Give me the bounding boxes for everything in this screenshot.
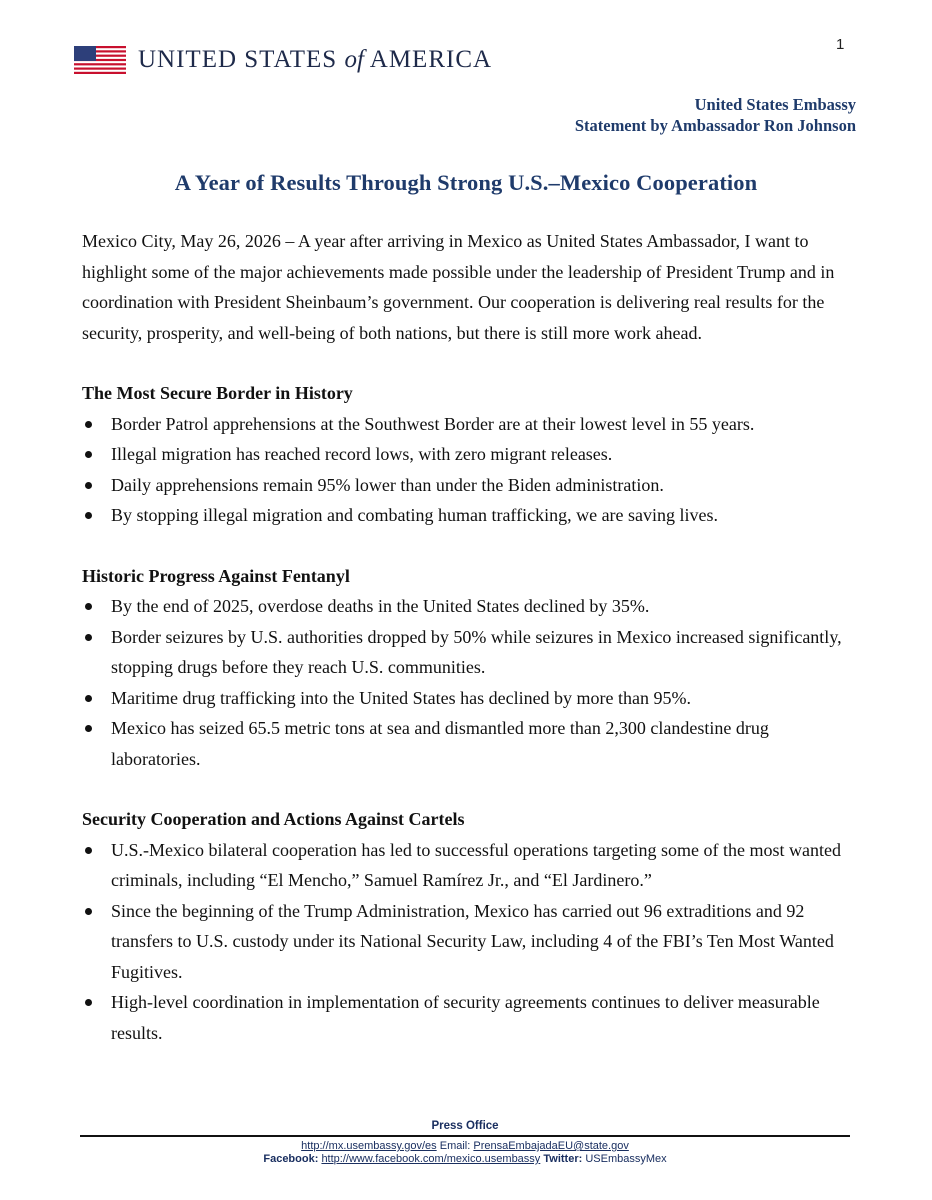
footer-divider	[80, 1135, 850, 1137]
website-link[interactable]: http://mx.usembassy.gov/es	[301, 1140, 437, 1152]
bullet-icon	[85, 908, 92, 915]
list-item: By stopping illegal migration and combating human trafficking, we are saving lives.	[82, 500, 852, 531]
logo-wordmark: UNITED STATES of AMERICA	[138, 46, 493, 73]
bullet-icon	[85, 999, 92, 1006]
press-office-label: Press Office	[431, 1120, 499, 1132]
list-item: Maritime drug trafficking into the United States has declined by more than 95%.	[82, 683, 852, 714]
bullet-icon	[85, 512, 92, 519]
statement-header	[575, 94, 856, 136]
document-body	[82, 226, 852, 1048]
list-item: Mexico has seized 65.5 metric tons at sea and dismantled more than 2,300 clandestine drug laboratories.	[82, 713, 852, 774]
list-item: Border Patrol apprehensions at the Southwest Border are at their lowest level in 55 years.	[82, 409, 852, 440]
twitter-handle: USEmbassyMex	[585, 1153, 667, 1165]
us-flag-icon	[74, 46, 126, 74]
bullet-icon	[85, 725, 92, 732]
bullet-icon	[85, 451, 92, 458]
facebook-link[interactable]: http://www.facebook.com/mexico.usembassy	[321, 1153, 541, 1165]
bullet-list-fentanyl	[82, 591, 852, 774]
section-heading-cartels: Security Cooperation and Actions Against Cartels	[82, 809, 465, 829]
page-title: A Year of Results Through Strong U.S.–Mexico Cooperation	[174, 170, 758, 195]
footer-social-line	[80, 1153, 850, 1166]
list-item: High-level coordination in implementation of security agreements continues to deliver measurable results.	[82, 987, 852, 1048]
footer-contact-line	[80, 1140, 850, 1153]
bullet-icon	[85, 482, 92, 489]
bullet-icon	[85, 634, 92, 641]
bullet-list-border	[82, 409, 852, 531]
press-office-footer	[80, 1120, 850, 1166]
list-item: By the end of 2025, overdose deaths in the United States declined by 35%.	[82, 591, 852, 622]
bullet-icon	[85, 847, 92, 854]
list-item: Illegal migration has reached record lows, with zero migrant releases.	[82, 439, 852, 470]
email-label: Email:	[439, 1140, 471, 1152]
statement-line: Statement by Ambassador Ron Johnson	[574, 116, 856, 135]
bullet-icon	[85, 603, 92, 610]
section-heading-fentanyl: Historic Progress Against Fentanyl	[82, 565, 350, 586]
bullet-icon	[85, 421, 92, 428]
bullet-list-cartels	[82, 835, 852, 1049]
list-item: Border seizures by U.S. authorities dropped by 50% while seizures in Mexico increased significantly, stopping drugs before they reach U.S. communities.	[82, 622, 852, 683]
org-line: United States Embassy	[694, 95, 856, 114]
list-item: Since the beginning of the Trump Administration, Mexico has carried out 96 extraditions and 92 transfers to U.S. custody under its National Security Law, including 4 of the FBI’s Ten Most Wanted Fugitives.	[82, 896, 852, 988]
intro-paragraph: Mexico City, May 26, 2026 – A year after arriving in Mexico as United States Ambassador, I want to highlight some of the major achievements made possible under the leadership of President Trump and in coordination with President Sheinbaum’s government. Our cooperation is delivering real results for the security, prosperity, and well-being of both nations, but there is still more work ahead.	[82, 231, 835, 343]
section-heading-border: The Most Secure Border in History	[82, 383, 353, 403]
list-item: U.S.-Mexico bilateral cooperation has led to successful operations targeting some of the most wanted criminals, including “El Mencho,” Samuel Ramírez Jr., and “El Jardinero.”	[82, 835, 852, 896]
twitter-label: Twitter:	[543, 1153, 583, 1165]
bullet-icon	[85, 695, 92, 702]
page-number: 1	[836, 36, 845, 53]
list-item: Daily apprehensions remain 95% lower than under the Biden administration.	[82, 470, 852, 501]
facebook-label: Facebook:	[263, 1153, 319, 1165]
email-link[interactable]: PrensaEmbajadaEU@state.gov	[473, 1140, 629, 1152]
embassy-logo	[74, 46, 492, 74]
